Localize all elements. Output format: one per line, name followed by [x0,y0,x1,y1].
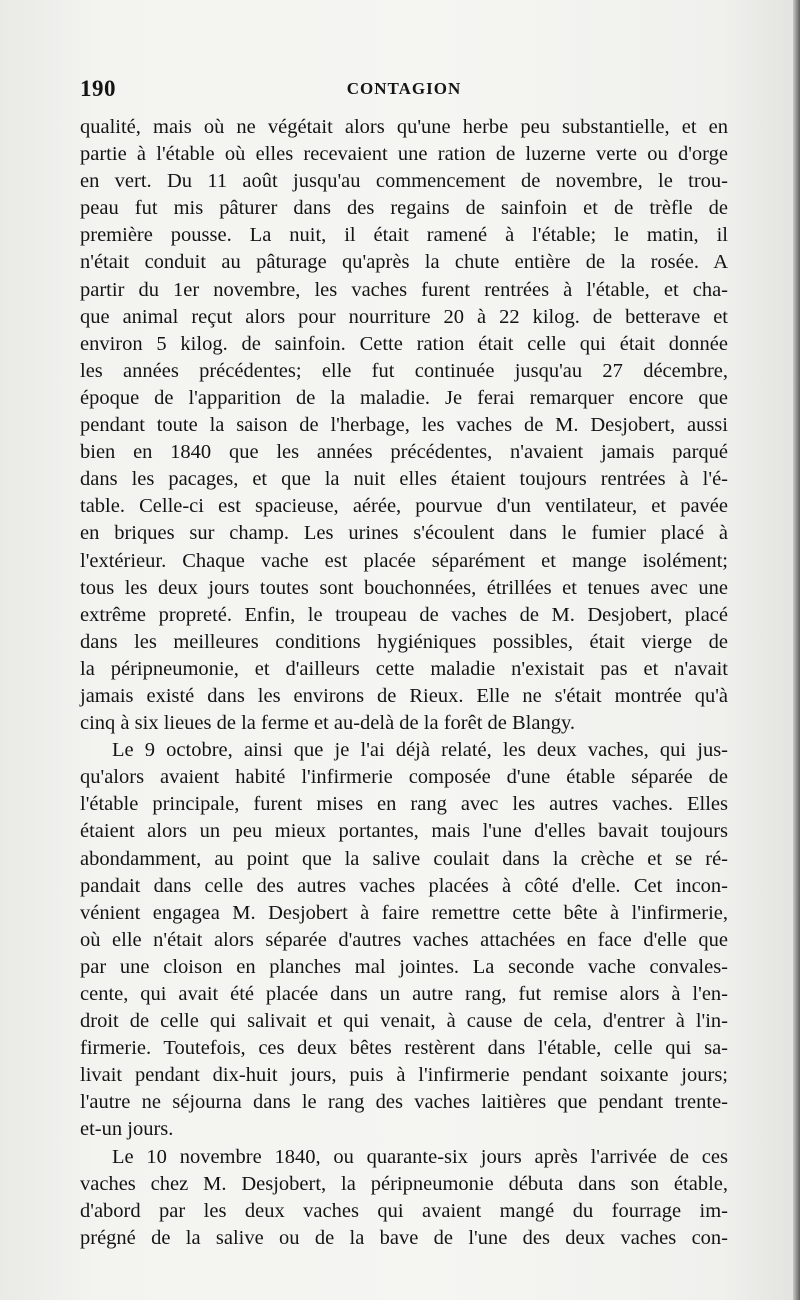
text-line: étaient alors un peu mieux portantes, mais l'une d'elles bavait toujours [80,820,728,843]
text-line: pendant toute la saison de l'herbage, les vaches de M. Desjobert, aussi [80,414,728,437]
body-text [80,114,728,1252]
text-line: environ 5 kilog. de sainfoin. Cette ration était celle qui était donnée [80,332,728,355]
text-line: que animal reçut alors pour nourriture 20 à 22 kilog. de betterave et [80,305,728,328]
running-head [80,76,728,106]
text-line: les années précédentes; elle fut continuée jusqu'au 27 décembre, [80,359,728,382]
text-line: par une cloison en planches mal jointes. La seconde vache convales- [80,955,728,978]
text-line: jamais existé dans les environs de Rieux. Elle ne s'était montrée qu'à [80,684,728,707]
text-line: et-un jours. [80,1118,174,1141]
text-line: d'abord par les deux vaches qui avaient mangé du fourrage im- [80,1199,728,1222]
text-line: table. Celle-ci est spacieuse, aérée, pourvue d'un ventilateur, et pavée [80,495,728,518]
text-line: première pousse. La nuit, il était ramené à l'étable; le matin, il [80,224,728,247]
text-line: pandait dans celle des autres vaches placées à côté d'elle. Cet incon- [80,874,728,897]
running-title: CONTAGION [346,79,462,98]
text-line: extrême propreté. Enfin, le troupeau de vaches de M. Desjobert, placé [80,603,728,626]
text-line: n'était conduit au pâturage qu'après la chute entière de la rosée. A [80,251,728,274]
text-line: abondamment, au point que la salive coulait dans la crèche et se ré- [80,847,728,870]
text-line: partir du 1er novembre, les vaches furent rentrées à l'étable, et cha- [80,278,728,301]
text-line: en briques sur champ. Les urines s'écoulent dans le fumier placé à [80,522,728,545]
text-line: cinq à six lieues de la ferme et au-delà de la forêt de Blangy. [80,712,576,735]
text-line: peau fut mis pâturer dans des regains de sainfoin et de trèfle de [80,197,728,220]
text-line: la péripneumonie, et d'ailleurs cette maladie n'existait pas et n'avait [80,657,728,680]
text-line: droit de celle qui salivait et qui venait, à cause de cela, d'entrer à l'in- [80,1010,728,1033]
text-line: qualité, mais où ne végétait alors qu'une herbe peu substantielle, et en [80,116,728,138]
text-line: époque de l'apparition de la maladie. Je ferai remarquer encore que [80,386,728,409]
page-number: 190 [80,76,116,101]
text-line: tous les deux jours toutes sont bouchonnées, étrillées et tenues avec une [80,576,728,599]
text-line: prégné de la salive ou de la bave de l'une des deux vaches con- [80,1226,728,1249]
text-line: bien en 1840 que les années précédentes, n'avaient jamais parqué [80,441,728,464]
text-line: vénient engagea M. Desjobert à faire remettre cette bête à l'infirmerie, [80,901,728,924]
text-line: l'extérieur. Chaque vache est placée séparément et mange isolément; [80,549,728,572]
text-line: qu'alors avaient habité l'infirmerie composée d'une étable séparée de [80,766,728,789]
text-line: vaches chez M. Desjobert, la péripneumonie débuta dans son étable, [80,1172,728,1195]
text-line: cente, qui avait été placée dans un autre rang, fut remise alors à l'en- [80,983,728,1005]
text-line: où elle n'était alors séparée d'autres vaches attachées en face d'elle que [80,928,728,951]
text-line: partie à l'étable où elles recevaient une ration de luzerne verte ou d'orge [80,143,728,166]
text-line: l'étable principale, furent mises en rang avec les autres vaches. Elles [80,793,728,816]
text-line: en vert. Du 11 août jusqu'au commencement de novembre, le trou- [80,170,728,193]
text-line: dans les meilleures conditions hygiéniques possibles, était vierge de [80,630,728,653]
page-edge-shadow [793,0,800,1300]
text-line: Le 10 novembre 1840, ou quarante-six jours après l'arrivée de ces [112,1145,728,1168]
text-line: firmerie. Toutefois, ces deux bêtes restèrent dans l'étable, celle qui sa- [80,1037,728,1060]
text-line: l'autre ne séjourna dans le rang des vaches laitières que pendant trente- [80,1091,728,1114]
text-line: Le 9 octobre, ainsi que je l'ai déjà relaté, les deux vaches, qui jus- [112,739,728,762]
text-line: dans les pacages, et que la nuit elles étaient toujours rentrées à l'é- [80,468,728,491]
text-line: livait pendant dix-huit jours, puis à l'infirmerie pendant soixante jours; [80,1064,728,1087]
